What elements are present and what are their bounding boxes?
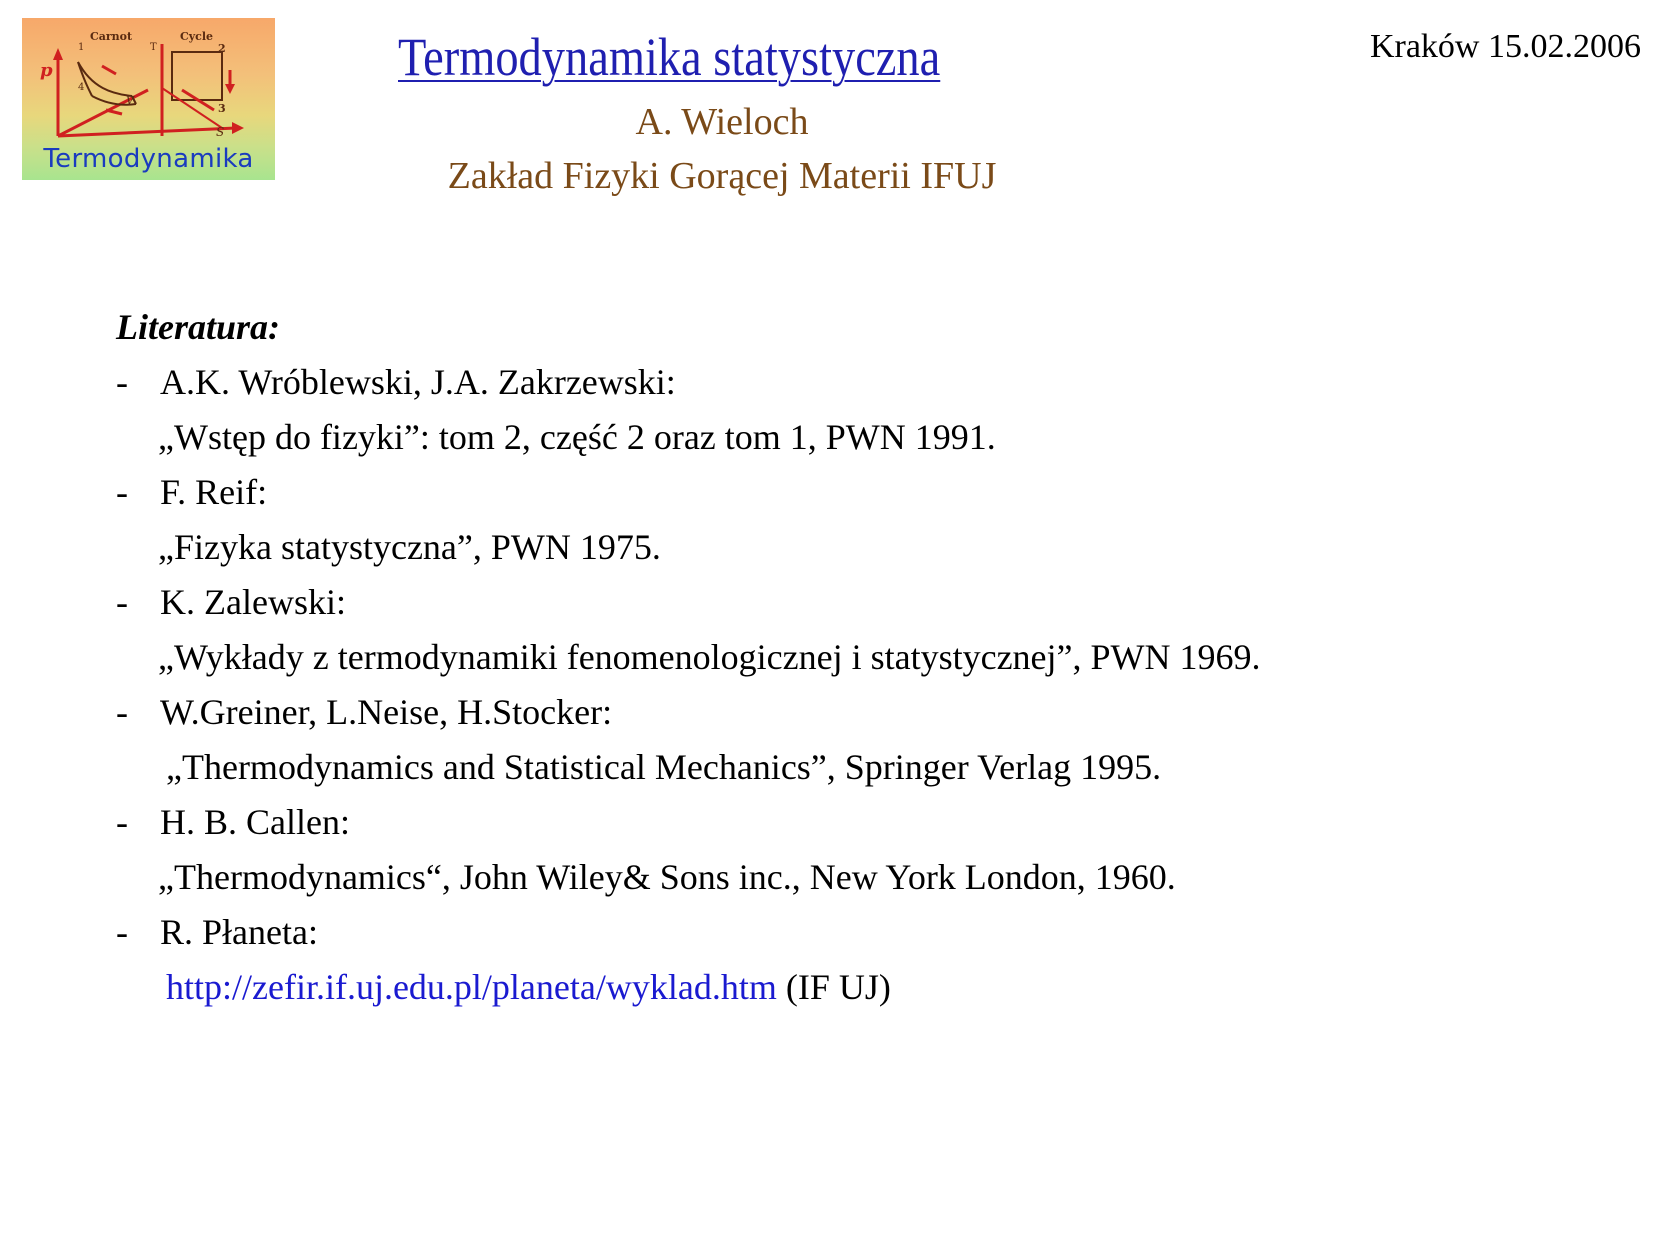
list-dash: - — [116, 912, 128, 952]
point-4-label: 4 — [78, 82, 85, 93]
literature-entry-author — [116, 795, 1596, 850]
point-2-label: 2 — [218, 42, 226, 55]
point-1-label: 1 — [78, 42, 85, 53]
carnot-label: Carnot — [90, 30, 133, 43]
entry-work: „Wykłady z termodynamiki fenomenologicznej i statystycznej”, PWN 1969. — [158, 637, 1261, 677]
entry-work: „Thermodynamics“, John Wiley& Sons inc., New York London, 1960. — [158, 857, 1176, 897]
s-axis-label: S — [216, 125, 225, 139]
literature-entry-author — [116, 685, 1596, 740]
literature-entry-author — [116, 465, 1596, 520]
list-dash: - — [116, 362, 128, 402]
planeta-lecture-link[interactable]: http://zefir.if.uj.edu.pl/planeta/wyklad.htm — [166, 967, 777, 1007]
v-axis-label: V — [126, 94, 134, 107]
list-dash: - — [116, 692, 128, 732]
literature-entry-author — [116, 355, 1596, 410]
entry-authors: F. Reif: — [160, 472, 268, 512]
page-title-link[interactable]: Termodynamika statystyczna — [398, 27, 941, 87]
entry-authors: W.Greiner, L.Neise, H.Stocker: — [160, 692, 613, 732]
literature-entry-author — [116, 905, 1596, 960]
list-dash: - — [116, 472, 128, 512]
entry-authors: K. Zalewski: — [160, 582, 346, 622]
entry-authors: H. B. Callen: — [160, 802, 350, 842]
entry-work: „Wstęp do fizyki”: tom 2, część 2 oraz tom 1, PWN 1991. — [158, 417, 996, 457]
author-name: A. Wieloch — [635, 101, 809, 143]
t-axis-label: T — [150, 42, 157, 53]
literature-section — [116, 300, 1596, 1015]
date-location: Kraków 15.02.2006 — [1369, 28, 1641, 65]
link-suffix: (IF UJ) — [776, 967, 891, 1007]
literature-heading: Literatura: — [116, 307, 281, 347]
literature-entry-author — [116, 575, 1596, 630]
entry-work: „Thermodynamics and Statistical Mechanics”, Springer Verlag 1995. — [166, 747, 1162, 787]
logo-text: Termodynamika — [43, 144, 254, 174]
list-dash: - — [116, 582, 128, 622]
entry-authors: R. Płaneta: — [160, 912, 318, 952]
p-axis-label: p — [40, 60, 53, 81]
entry-work — [116, 960, 1596, 1015]
list-dash: - — [116, 802, 128, 842]
cycle-label: Cycle — [180, 30, 214, 43]
entry-work: „Fizyka statystyczna”, PWN 1975. — [158, 527, 661, 567]
author-department: Zakład Fizyki Gorącej Materii IFUJ — [447, 155, 997, 197]
point-3-label: 3 — [218, 102, 226, 115]
entry-authors: A.K. Wróblewski, J.A. Zakrzewski: — [160, 362, 676, 402]
